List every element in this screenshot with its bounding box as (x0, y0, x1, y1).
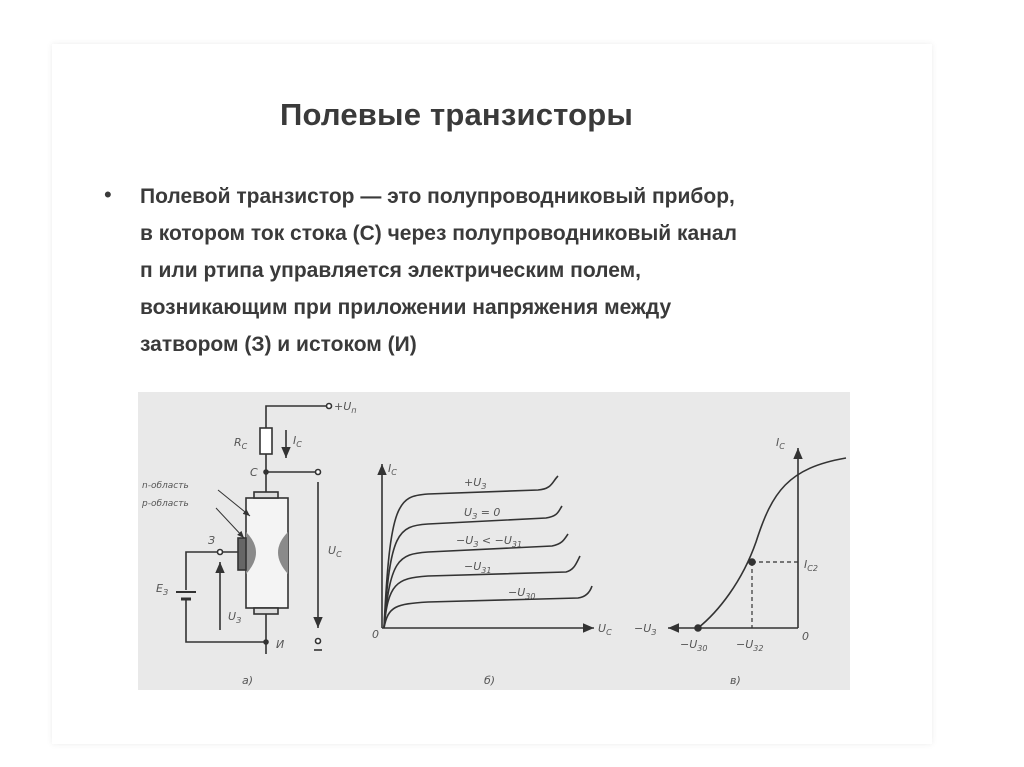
curve-b-5 (384, 586, 592, 628)
bullet-line: в котором ток стока (С) через полупроводниковый канал (140, 222, 737, 245)
circuit-diagram (176, 404, 332, 655)
drain-contact (254, 492, 278, 498)
supply-terminal (327, 404, 332, 409)
transfer-curve (698, 458, 846, 628)
bullet-line: Полевой транзистор — это полупроводниковый прибор, (140, 185, 735, 208)
transfer-characteristic (668, 448, 846, 631)
source-contact (254, 608, 278, 614)
point-tick-label: $-U_{32}$ (736, 638, 764, 653)
bullet-line: затвором (З) и истоком (И) (140, 333, 417, 356)
cutoff-point (695, 625, 701, 631)
origin-b: 0 (372, 628, 379, 641)
n-region-label: n-область (142, 481, 189, 491)
drain-voltage-label: $U_C$ (328, 544, 342, 559)
p-region-label: p-область (142, 499, 189, 509)
drain-resistor (260, 428, 272, 454)
drain-node (264, 470, 268, 474)
axis-x-b-label: $U_C$ (598, 622, 612, 637)
drain-label: C (250, 466, 258, 479)
axis-x-c-label: $-U_З$ (634, 622, 657, 637)
cutoff-tick-label: $-U_{30}$ (680, 638, 708, 653)
slide-title: Полевые транзисторы (280, 97, 634, 132)
gate-voltage-label: $U_З$ (228, 610, 242, 625)
gate-wire (186, 552, 238, 590)
panel-b-caption: б) (484, 674, 496, 687)
figure-svg (138, 392, 850, 690)
curve-label-b-2: $U_З = 0$ (464, 506, 501, 521)
transistor-figure (138, 392, 850, 690)
gate-plate (238, 538, 246, 570)
bullet-marker: • (104, 182, 112, 207)
curve-label-b-1: $+U_З$ (464, 476, 487, 491)
gate-terminal (218, 550, 223, 555)
current-label: $I_C$ (293, 434, 302, 449)
axis-y-b-label: $I_C$ (388, 462, 397, 477)
resistor-label: $R_C$ (234, 436, 248, 451)
source-label: И (276, 638, 285, 651)
bullet-line: возникающим при приложении напряжения между (140, 296, 672, 319)
panel-a-caption: а) (242, 674, 254, 687)
p-region-pointer (216, 508, 244, 538)
curve-label-b-3: $-U_З < -U_{31}$ (456, 534, 523, 549)
source-terminal (316, 639, 321, 644)
curve-label-b-5: $-U_{30}$ (508, 586, 536, 601)
supply-label: $+U_п$ (334, 400, 357, 415)
curve-label-b-4: $-U_{31}$ (464, 560, 492, 575)
drain-terminal (316, 470, 321, 475)
gate-label: З (208, 534, 216, 547)
point-current-label: $I_{C2}$ (804, 558, 818, 573)
bullet-line: п или ртипа управляется электрическим полем, (140, 259, 641, 282)
panel-c-caption: в) (730, 674, 741, 687)
curve-b-1 (384, 476, 558, 628)
axis-y-c-label: $I_C$ (776, 436, 785, 451)
origin-c: 0 (802, 630, 809, 643)
n-region-pointer (218, 490, 250, 516)
operating-point (749, 559, 755, 565)
battery-label: $E_З$ (156, 582, 169, 597)
bullet-text (140, 178, 737, 363)
